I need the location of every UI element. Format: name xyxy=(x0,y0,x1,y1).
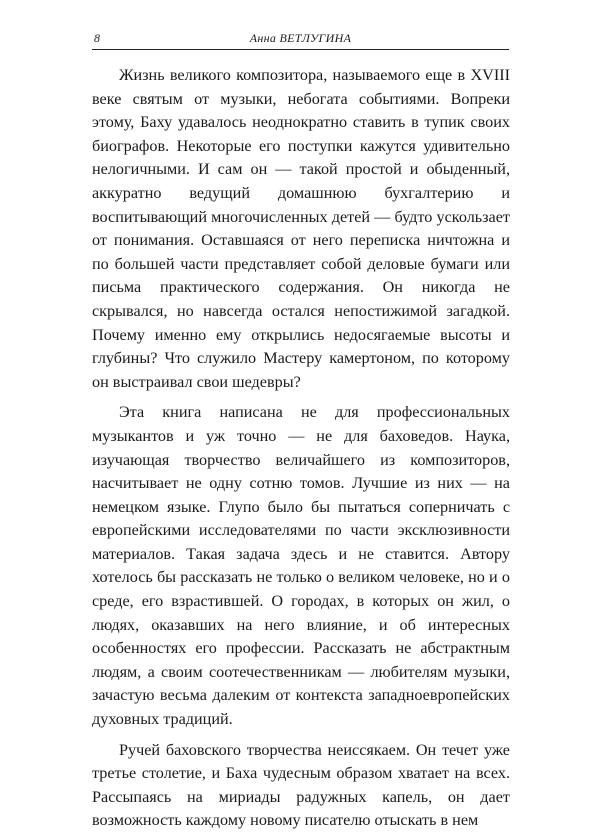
body-text xyxy=(92,64,510,840)
author-name: Анна ВЕТЛУГИНА xyxy=(249,31,352,45)
paragraph-2: Эта книга написана не для профессиональных музыкантов и уж точно — не для баховедов. Наука, изучающая творчество величайшего из композиторов, насчитывает не одну сотню томов. Лучшие из них — на немецком языке. Глупо было бы пытаться соперничать с европейскими исследователями по части эксклюзивности материалов. Такая задача здесь и не ставится. Автору хотелось бы рассказать не только о великом человеке, но и о среде, его взрастившей. О городах, в которых он жил, о людях, оказавших на него влияние, и об интересных особенностях его профессии. Рассказать не абстрактным людям, а своим соотечественникам — любителям музыки, зачастую весьма далеким от контекста западноевропейских духовных традиций. xyxy=(92,403,510,729)
paragraph-3: Ручей баховского творчества неиссякаем. Он течет уже третье столетие, и Баха чудесным образом хватает на всех. Рассыпаясь на мириады радужных капель, он дает возможность каждому новому писателю отыскать в нем xyxy=(92,740,510,830)
running-head xyxy=(92,29,509,50)
page-number: 8 xyxy=(94,31,100,45)
paragraph-1: Жизнь великого композитора, называемого еще в XVIII веке святым от музыки, небогата событиями. Вопреки этому, Баху удавалось неоднократно ставить в тупик своих биографов. Некоторые его поступки кажутся удивительно нелогичными. И сам он — такой простой и обыденный, аккуратно ведущий домашнюю бухгалтерию и воспитывающий многочисленных детей — будто ускользает от понимания. Оставшаяся от него переписка ничтожна и по большей части представляет собой деловые бумаги или письма практического содержания. Он никогда не скрывался, но навсегда остался непостижимой загадкой. Почему именно ему открылись недосягаемые высоты и глубины? Что служило Мастеру камертоном, по которому он выстраивал свои шедевры? xyxy=(92,66,510,391)
